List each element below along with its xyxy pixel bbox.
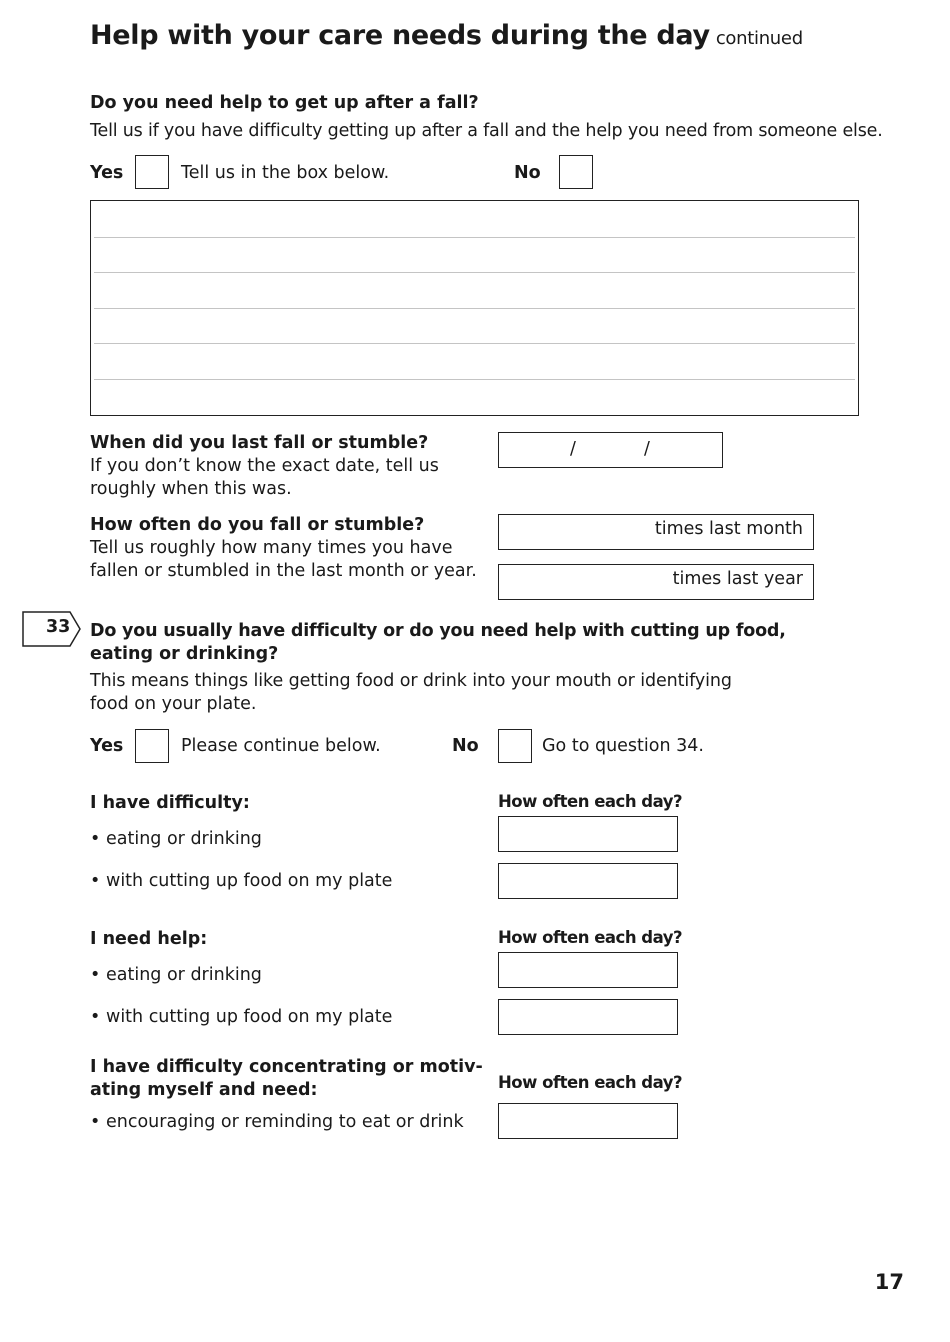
q33-yes-instruction: Please continue below. (181, 736, 381, 756)
fall-yes-checkbox[interactable] (135, 155, 169, 189)
need-help-item-cutting: • with cutting up food on my plate (90, 1006, 392, 1029)
q33-description-2: food on your plate. (90, 694, 257, 714)
need-help-heading: I need help: (90, 929, 208, 949)
times-last-month-label: times last month (654, 519, 803, 539)
need-help-item-eating: • eating or drinking (90, 964, 262, 987)
q33-question-1: Do you usually have difficulty or do you need help with cutting up food, (90, 621, 786, 641)
q33-description-1: This means things like getting food or drink into your mouth or identifying (90, 671, 732, 691)
times-last-year-label: times last year (672, 569, 803, 589)
fall-details-textbox[interactable] (90, 200, 859, 416)
difficulty-heading: I have difficulty: (90, 793, 250, 813)
concentrating-heading-2: ating myself and need: (90, 1080, 318, 1100)
q33-no-label: No (452, 736, 479, 756)
q33-question-2: eating or drinking? (90, 644, 279, 664)
concentrating-heading-1: I have difficulty concentrating or motiv- (90, 1057, 483, 1077)
concentrating-frequency-field[interactable] (498, 1103, 678, 1139)
need-help-cutting-frequency-field[interactable] (498, 999, 678, 1035)
question-number: 33 (46, 617, 71, 637)
writing-line (94, 272, 855, 273)
last-fall-question: When did you last fall or stumble? (90, 433, 429, 453)
last-fall-description-1: If you don’t know the exact date, tell us (90, 456, 439, 476)
fall-frequency-description-1: Tell us roughly how many times you have (90, 538, 453, 558)
difficulty-item-eating: • eating or drinking (90, 828, 262, 851)
writing-line (94, 237, 855, 238)
difficulty-eating-frequency-field[interactable] (498, 816, 678, 852)
fall-no-label: No (514, 163, 541, 183)
last-fall-description-2: roughly when this was. (90, 479, 292, 499)
date-separator: / (570, 439, 576, 459)
q33-no-checkbox[interactable] (498, 729, 532, 763)
times-last-year-field[interactable] (498, 564, 814, 600)
fall-no-checkbox[interactable] (559, 155, 593, 189)
question-number-marker (22, 611, 82, 647)
q33-yes-label: Yes (90, 736, 124, 756)
concentrating-often-label: How often each day? (498, 1073, 683, 1092)
need-help-eating-frequency-field[interactable] (498, 952, 678, 988)
fall-frequency-question: How often do you fall or stumble? (90, 515, 425, 535)
page-title-text: Help with your care needs during the day (90, 20, 710, 51)
fall-description: Tell us if you have difficulty getting up after a fall and the help you need from someone else. (90, 121, 883, 141)
continued-label: continued (715, 28, 803, 49)
concentrating-item-encouraging: • encouraging or reminding to eat or drink (90, 1111, 464, 1134)
q33-yes-checkbox[interactable] (135, 729, 169, 763)
times-last-month-field[interactable] (498, 514, 814, 550)
difficulty-item-cutting: • with cutting up food on my plate (90, 870, 392, 893)
writing-line (94, 343, 855, 344)
need-help-often-label: How often each day? (498, 928, 683, 947)
fall-yes-label: Yes (90, 163, 124, 183)
page-number: 17 (874, 1270, 904, 1294)
fall-frequency-description-2: fallen or stumbled in the last month or year. (90, 561, 477, 581)
difficulty-often-label: How often each day? (498, 792, 683, 811)
fall-yes-instruction: Tell us in the box below. (181, 163, 390, 183)
difficulty-cutting-frequency-field[interactable] (498, 863, 678, 899)
q33-no-instruction: Go to question 34. (542, 736, 704, 756)
date-separator: / (644, 439, 650, 459)
writing-line (94, 308, 855, 309)
fall-question: Do you need help to get up after a fall? (90, 93, 479, 113)
writing-line (94, 379, 855, 380)
last-fall-date-field[interactable] (498, 432, 723, 468)
page-title (90, 20, 803, 51)
